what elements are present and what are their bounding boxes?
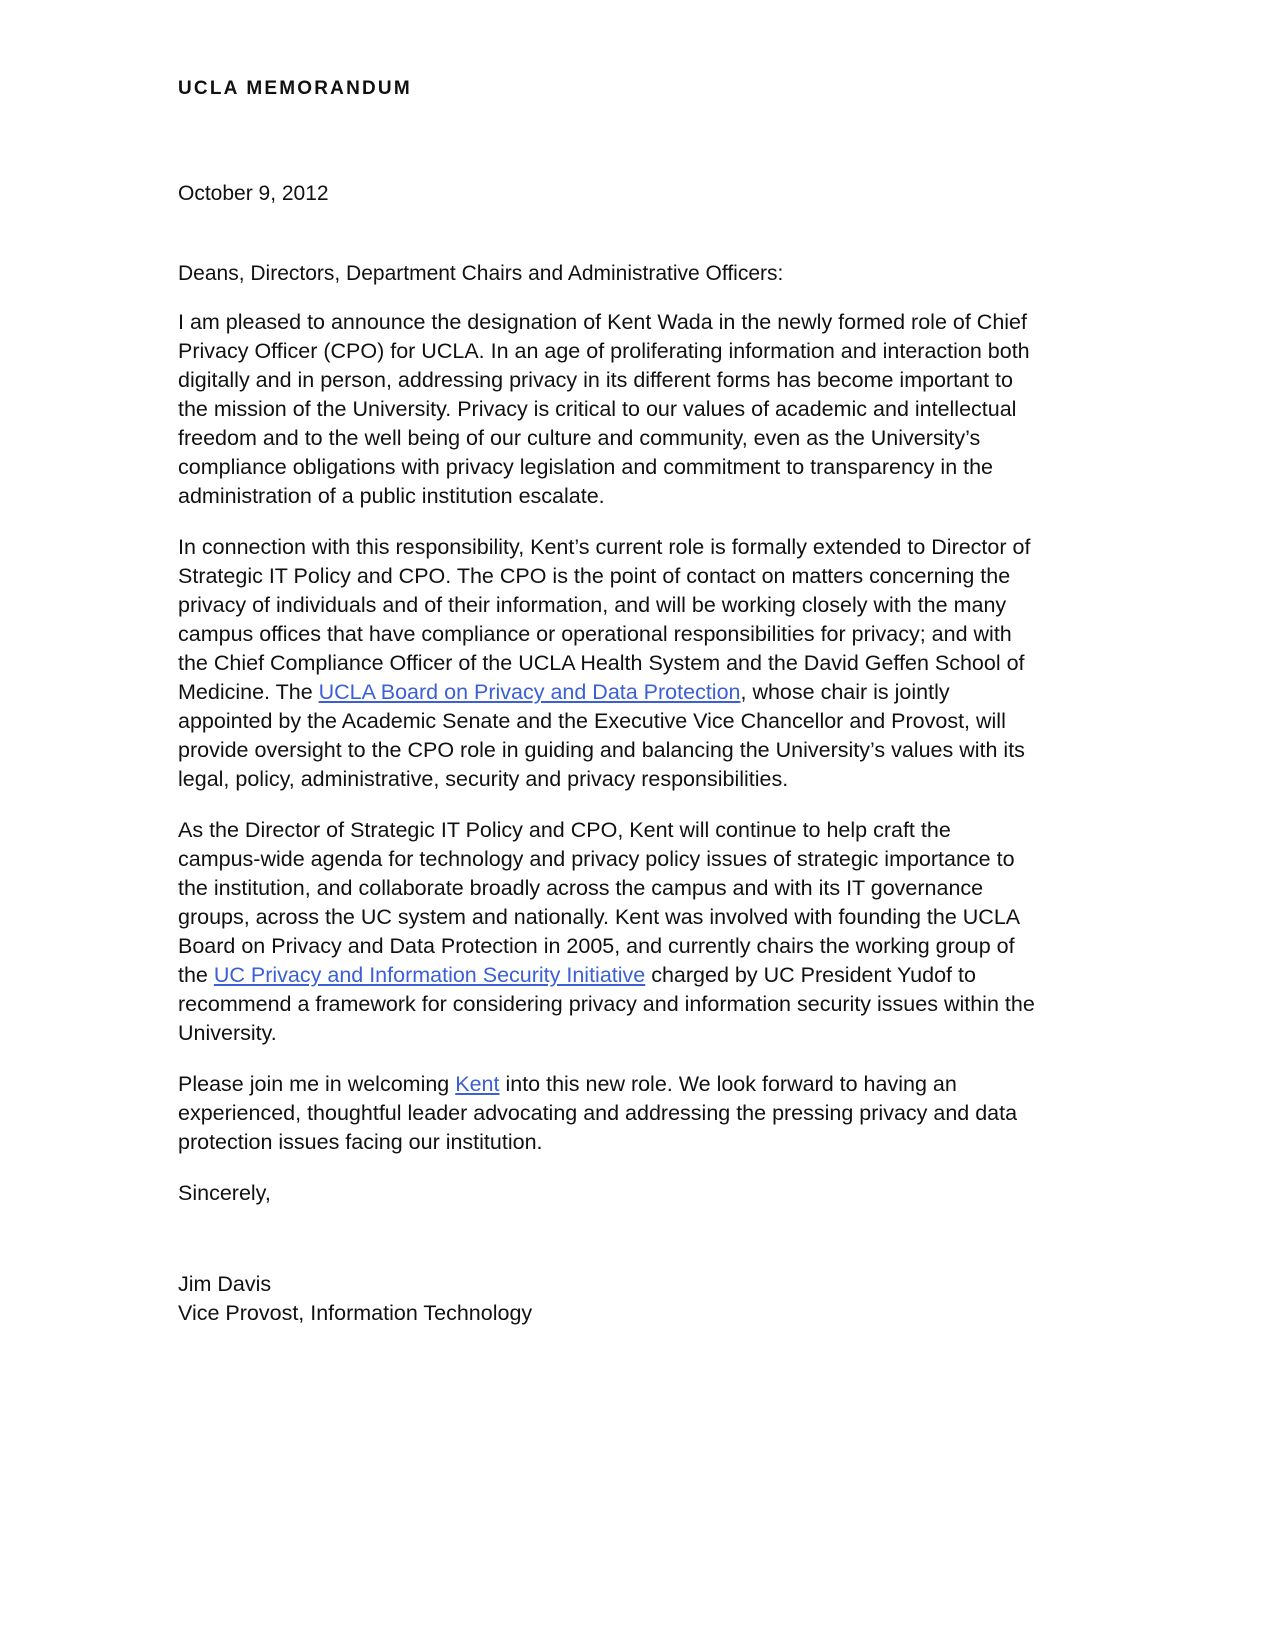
paragraph-2-text-after: , whose chair is jointly appointed by the Academic Senate and the Executive Vice Chancellor and Provost, will provide oversight to the CPO role in guiding and balancing the University’s values with its legal, policy, administrative, security and privacy responsibilities. <box>178 680 1025 791</box>
signature-title: Vice Provost, Information Technology <box>178 1301 533 1325</box>
paragraph-4-text-before: Please join me in welcoming <box>178 1072 456 1096</box>
paragraph-3-text-before: As the Director of Strategic IT Policy and CPO, Kent will continue to help craft the campus-wide agenda for technology and privacy policy issues of strategic importance to the institution, and collaborate broadly across the campus and with its IT governance groups, across the UC system and nationally. Kent was involved with founding the UCLA Board on Privacy and Data Protection in 2005, and currently chairs the working group of the <box>178 818 1019 987</box>
signature-name: Jim Davis <box>178 1272 272 1296</box>
paragraph-4 <box>178 1070 1038 1157</box>
paragraph-4-text-after: into this new role. We look forward to having an experienced, thoughtful leader advocating and addressing the pressing privacy and data protection issues facing our institution. <box>178 1072 1018 1154</box>
paragraph-2-text-before: In connection with this responsibility, Kent’s current role is formally extended to Director of Strategic IT Policy and CPO. The CPO is the point of contact on matters concerning the privacy of individuals and of their information, and will be working closely with the many campus offices that have compliance or operational responsibilities for privacy; and with the Chief Compliance Officer of the UCLA Health System and the David Geffen School of Medicine. The <box>178 535 1031 704</box>
link-kent[interactable]: Kent <box>455 1072 500 1096</box>
link-uc-privacy-and-information-security-initiative[interactable]: UC Privacy and Information Security Initiative <box>213 963 646 987</box>
paragraph-3 <box>178 816 1038 1048</box>
document-header-title: UCLA MEMORANDUM <box>178 78 412 99</box>
document-date: October 9, 2012 <box>178 182 329 205</box>
paragraph-2 <box>178 533 1038 794</box>
paragraph-1: I am pleased to announce the designation of Kent Wada in the newly formed role of Chief Privacy Officer (CPO) for UCLA. In an age of proliferating information and interaction both digitally and in person, addressing privacy in its different forms has become important to the mission of the University. Privacy is critical to our values of academic and intellectual freedom and to the well being of our culture and community, even as the University’s compliance obligations with privacy legislation and commitment to transparency in the administration of a public institution escalate. <box>178 310 1030 508</box>
document-salutation: Deans, Directors, Department Chairs and Administrative Officers: <box>178 262 784 285</box>
signature-block <box>178 1270 1097 1328</box>
document-body <box>178 308 1097 1328</box>
paragraph-3-text-after: charged by UC President Yudof to recommend a framework for considering privacy and information security issues within the University. <box>178 963 1035 1045</box>
document-closing: Sincerely, <box>178 1181 271 1205</box>
link-ucla-board-on-privacy-and-data-protection[interactable]: UCLA Board on Privacy and Data Protection <box>318 680 741 704</box>
